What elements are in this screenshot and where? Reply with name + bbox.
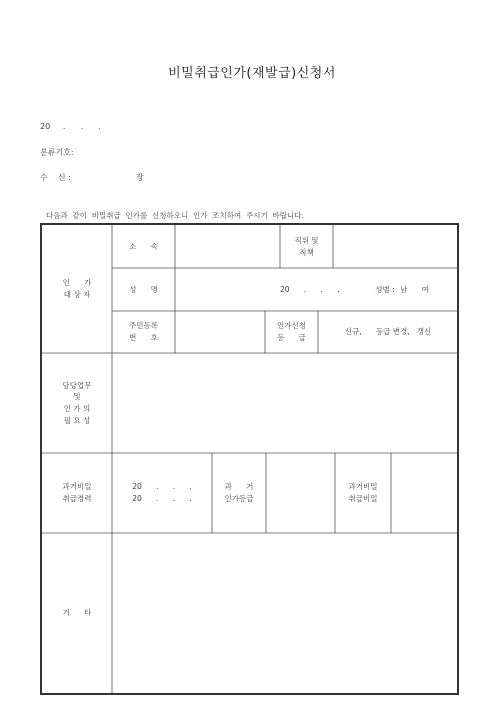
history-dates: 20 . . . 20 . . . [132, 482, 192, 503]
applicant-header: 인 가 대 상 자 [62, 278, 92, 299]
birth-date: 20 . . . [280, 284, 340, 294]
grade-label: 인가신청 등 급 [277, 321, 306, 342]
resident-no-field[interactable] [175, 311, 265, 353]
remarks-label: 기 타 [62, 608, 92, 618]
request-type[interactable]: 신규, 등급 변경, 갱신 [344, 327, 432, 337]
duty-field[interactable] [112, 353, 458, 453]
gender-label: 성별 : [375, 284, 395, 294]
name-label: 성 명 [129, 284, 158, 294]
intro-text: 다음과 같이 비밀취급 인가를 신청하오니 인가 조치하여 주시기 바랍니다. [46, 211, 304, 220]
affiliation-label: 소 속 [129, 241, 158, 251]
recipient-label: 수 신 : [40, 173, 71, 182]
past-secret-label: 과거비밀 취급비밀 [348, 482, 378, 503]
position-label: 직위 및 직책 [294, 235, 319, 257]
duty-label: 담당업무 및 인 가 의 필 요 성 [62, 380, 92, 425]
past-grade-field[interactable] [266, 453, 335, 533]
document-title: 비밀취급인가(재발급)신청서 [168, 66, 336, 81]
date-line: 20 . . . [40, 122, 102, 131]
history-label: 과거비밀 취급경력 [62, 482, 92, 503]
affiliation-field[interactable] [175, 225, 280, 268]
name-field[interactable] [175, 268, 280, 311]
past-grade-label: 과 거 인가등급 [224, 482, 254, 503]
resident-no-label: 주민등록 번 호 [129, 321, 158, 342]
gender-options[interactable]: 남 여 [400, 284, 429, 294]
past-secret-field[interactable] [391, 453, 458, 533]
classification-label: 분류기호: [40, 148, 74, 157]
remarks-field[interactable] [112, 533, 458, 693]
position-field[interactable] [333, 225, 458, 268]
recipient-suffix: 장 [136, 173, 144, 182]
